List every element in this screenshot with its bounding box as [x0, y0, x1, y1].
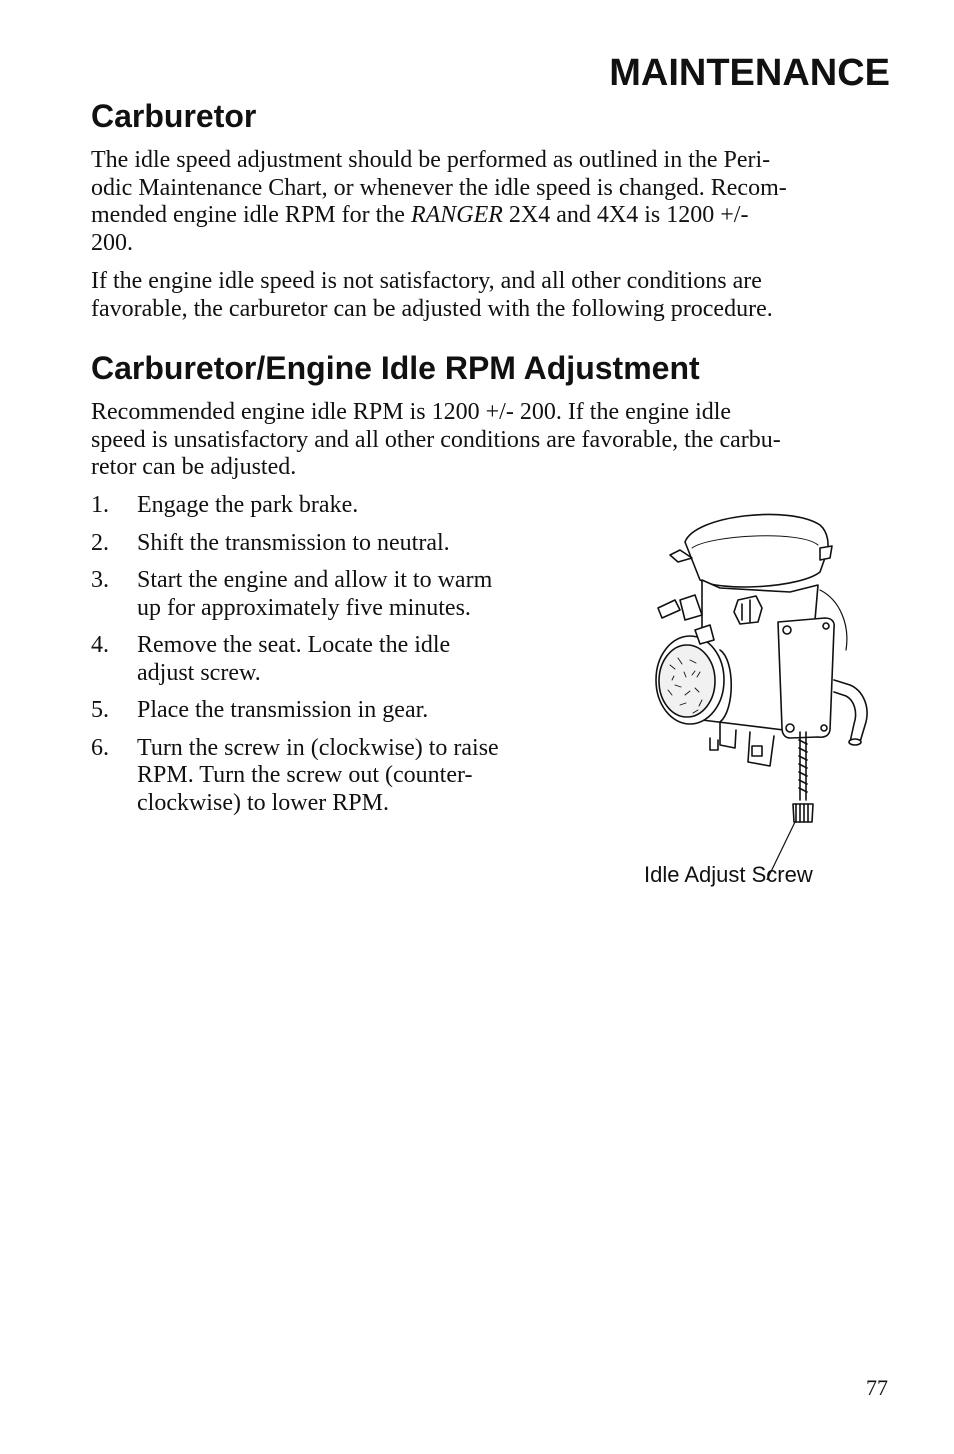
model-name: RANGER: [410, 202, 503, 228]
idle-adjust-screw-label: Idle Adjust Screw: [644, 862, 813, 887]
step-text: up for approximately five minutes.: [137, 594, 471, 621]
text-line: [91, 202, 891, 230]
step-number: 4.: [91, 632, 109, 658]
step-text: Start the engine and allow it to warm: [137, 567, 493, 593]
step-text: Place the transmission in gear.: [137, 697, 429, 723]
step-number: 6.: [91, 734, 109, 761]
step-item: [91, 632, 561, 687]
carburetor-heading: Carburetor: [91, 98, 257, 134]
section-header: MAINTENANCE: [609, 52, 890, 94]
step-number: 3.: [91, 567, 109, 593]
text-line: speed is unsatisfactory and all other conditions are favorable, the carbu-: [91, 426, 781, 453]
step-text: adjust screw.: [137, 659, 261, 686]
text-line: retor can be adjusted.: [91, 454, 297, 480]
step-item: [91, 567, 561, 622]
page-number: 77: [866, 1375, 888, 1400]
procedure-steps: [91, 492, 561, 827]
adjustment-heading: Carburetor/Engine Idle RPM Adjustment: [91, 350, 700, 386]
step-number: 5.: [91, 697, 109, 723]
step-text: clockwise) to lower RPM.: [137, 789, 389, 816]
step-number: 2.: [91, 529, 109, 556]
text-line: 200.: [91, 229, 133, 256]
text-fragment: mended engine idle RPM for the: [91, 202, 411, 228]
step-text: Remove the seat. Locate the idle: [137, 632, 451, 658]
step-text: Engage the park brake.: [137, 492, 359, 518]
step-item: [91, 735, 561, 818]
text-line: odic Maintenance Chart, or whenever the idle speed is changed. Recom-: [91, 174, 787, 201]
step-text: Shift the transmission to neutral.: [137, 529, 450, 556]
step-number: 1.: [91, 492, 109, 518]
step-text: RPM. Turn the screw out (counter-: [137, 762, 473, 788]
step-text: Turn the screw in (clockwise) to raise: [137, 734, 499, 761]
text-fragment: 2X4 and 4X4 is 1200 +/-: [502, 202, 749, 228]
text-line: If the engine idle speed is not satisfactory, and all other conditions are: [91, 268, 762, 294]
text-line: The idle speed adjustment should be performed as outlined in the Peri-: [91, 147, 771, 173]
step-item: [91, 530, 561, 558]
adjustment-intro: [91, 399, 891, 482]
step-item: [91, 697, 561, 725]
text-line: favorable, the carburetor can be adjusted with the following procedure.: [91, 295, 773, 322]
carburetor-illustration: [640, 500, 880, 880]
carburetor-paragraph-2: [91, 268, 891, 323]
step-item: [91, 492, 561, 520]
text-line: Recommended engine idle RPM is 1200 +/- 200. If the engine idle: [91, 399, 732, 425]
carburetor-paragraph-1: [91, 147, 891, 257]
